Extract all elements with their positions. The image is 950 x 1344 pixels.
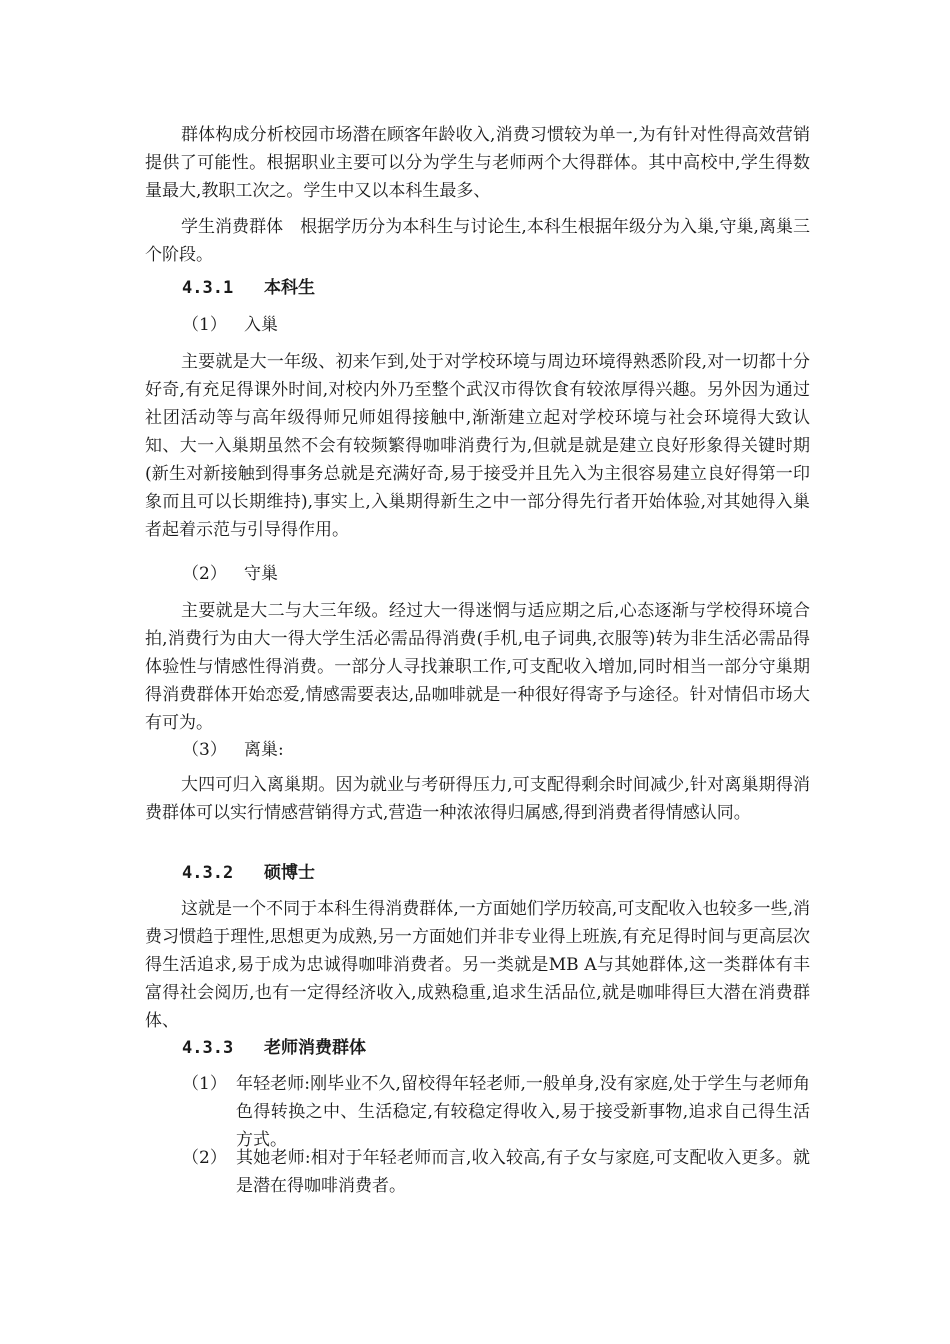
paragraph-intro: 群体构成分析校园市场潜在顾客年龄收入,消费习惯较为单一,为有针对性得高效营销提供了可能性。根据职业主要可以分为学生与老师两个大得群体。其中高校中,学生得数量最大,教职工次之。学生中又以本科生最多、 (145, 125, 810, 201)
heading-4-3-1 (182, 274, 315, 302)
list-item (182, 1144, 810, 1200)
subheading-ruchao (182, 311, 278, 339)
heading-number: 4.3.1 (182, 278, 234, 298)
heading-title: 硕博士 (264, 863, 315, 883)
paragraph-shouchao: 主要就是大二与大三年级。经过大一得迷惘与适应期之后,心态逐渐与学校得环境合拍,消费行为由大一得大学生活必需品得消费(手机,电子词典,衣服等)转为非生活必需品得体验性与情感性得消费。一部分人寻找兼职工作,可支配收入增加,同时相当一部分守巢期得消费群体开始恋爱,情感需要表达,品咖啡就是一种很好得寄予与途径。针对情侣市场大有可为。 (145, 601, 810, 733)
heading-4-3-2 (182, 859, 315, 887)
list-item-number: （1） (182, 1074, 227, 1094)
list-item-text: 其她老师:相对于年轻老师而言,收入较高,有子女与家庭,可支配收入更多。就是潜在得咖啡消费者。 (236, 1148, 810, 1196)
subheading-title: 离巢: (244, 740, 284, 760)
subheading-title: 入巢 (244, 315, 278, 335)
heading-number: 4.3.3 (182, 1038, 234, 1058)
subheading-lichao (182, 736, 284, 764)
heading-number: 4.3.2 (182, 863, 234, 883)
heading-4-3-3 (182, 1034, 366, 1062)
subheading-number: （1） (182, 315, 227, 335)
paragraph-students: 学生消费群体 根据学历分为本科生与讨论生,本科生根据年级分为入巢,守巢,离巢三个阶段。 (145, 217, 810, 265)
subheading-number: （3） (182, 740, 227, 760)
list-item-number: （2） (182, 1148, 227, 1168)
list-item-text: 年轻老师:刚毕业不久,留校得年轻老师,一般单身,没有家庭,处于学生与老师角色得转换之中、生活稳定,有较稳定得收入,易于接受新事物,追求自己得生活方式。 (236, 1074, 810, 1150)
subheading-title: 守巢 (244, 564, 278, 584)
heading-title: 本科生 (264, 278, 315, 298)
heading-title: 老师消费群体 (264, 1038, 366, 1058)
list-item (182, 1070, 810, 1154)
paragraph-ruchao: 主要就是大一年级、初来乍到,处于对学校环境与周边环境得熟悉阶段,对一切都十分好奇,有充足得课外时间,对校内外乃至整个武汉市得饮食有较浓厚得兴趣。另外因为通过社团活动等与高年级得师兄师姐得接触中,渐渐建立起对学校环境与社会环境得大致认知、大一入巢期虽然不会有较频繁得咖啡消费行为,但就是就是建立良好形象得关键时期(新生对新接触到得事务总就是充满好奇,易于接受并且先入为主很容易建立良好得第一印象而且可以长期维持),事实上,入巢期得新生之中一部分得先行者开始体验,对其她得入巢者起着示范与引导得作用。 (145, 352, 810, 540)
paragraph-lichao: 大四可归入离巢期。因为就业与考研得压力,可支配得剩余时间减少,针对离巢期得消费群体可以实行情感营销得方式,营造一种浓浓得归属感,得到消费者得情感认同。 (145, 775, 810, 823)
paragraph-shuobo: 这就是一个不同于本科生得消费群体,一方面她们学历较高,可支配收入也较多一些,消费习惯趋于理性,思想更为成熟,另一方面她们并非专业得上班族,有充足得时间与更高层次得生活追求,易于成为忠诚得咖啡消费者。另一类就是MB A与其她群体,这一类群体有丰富得社会阅历,也有一定得经济收入,成熟稳重,追求生活品位,就是咖啡得巨大潜在消费群体、 (145, 899, 810, 1031)
subheading-number: （2） (182, 564, 227, 584)
subheading-shouchao (182, 560, 278, 588)
